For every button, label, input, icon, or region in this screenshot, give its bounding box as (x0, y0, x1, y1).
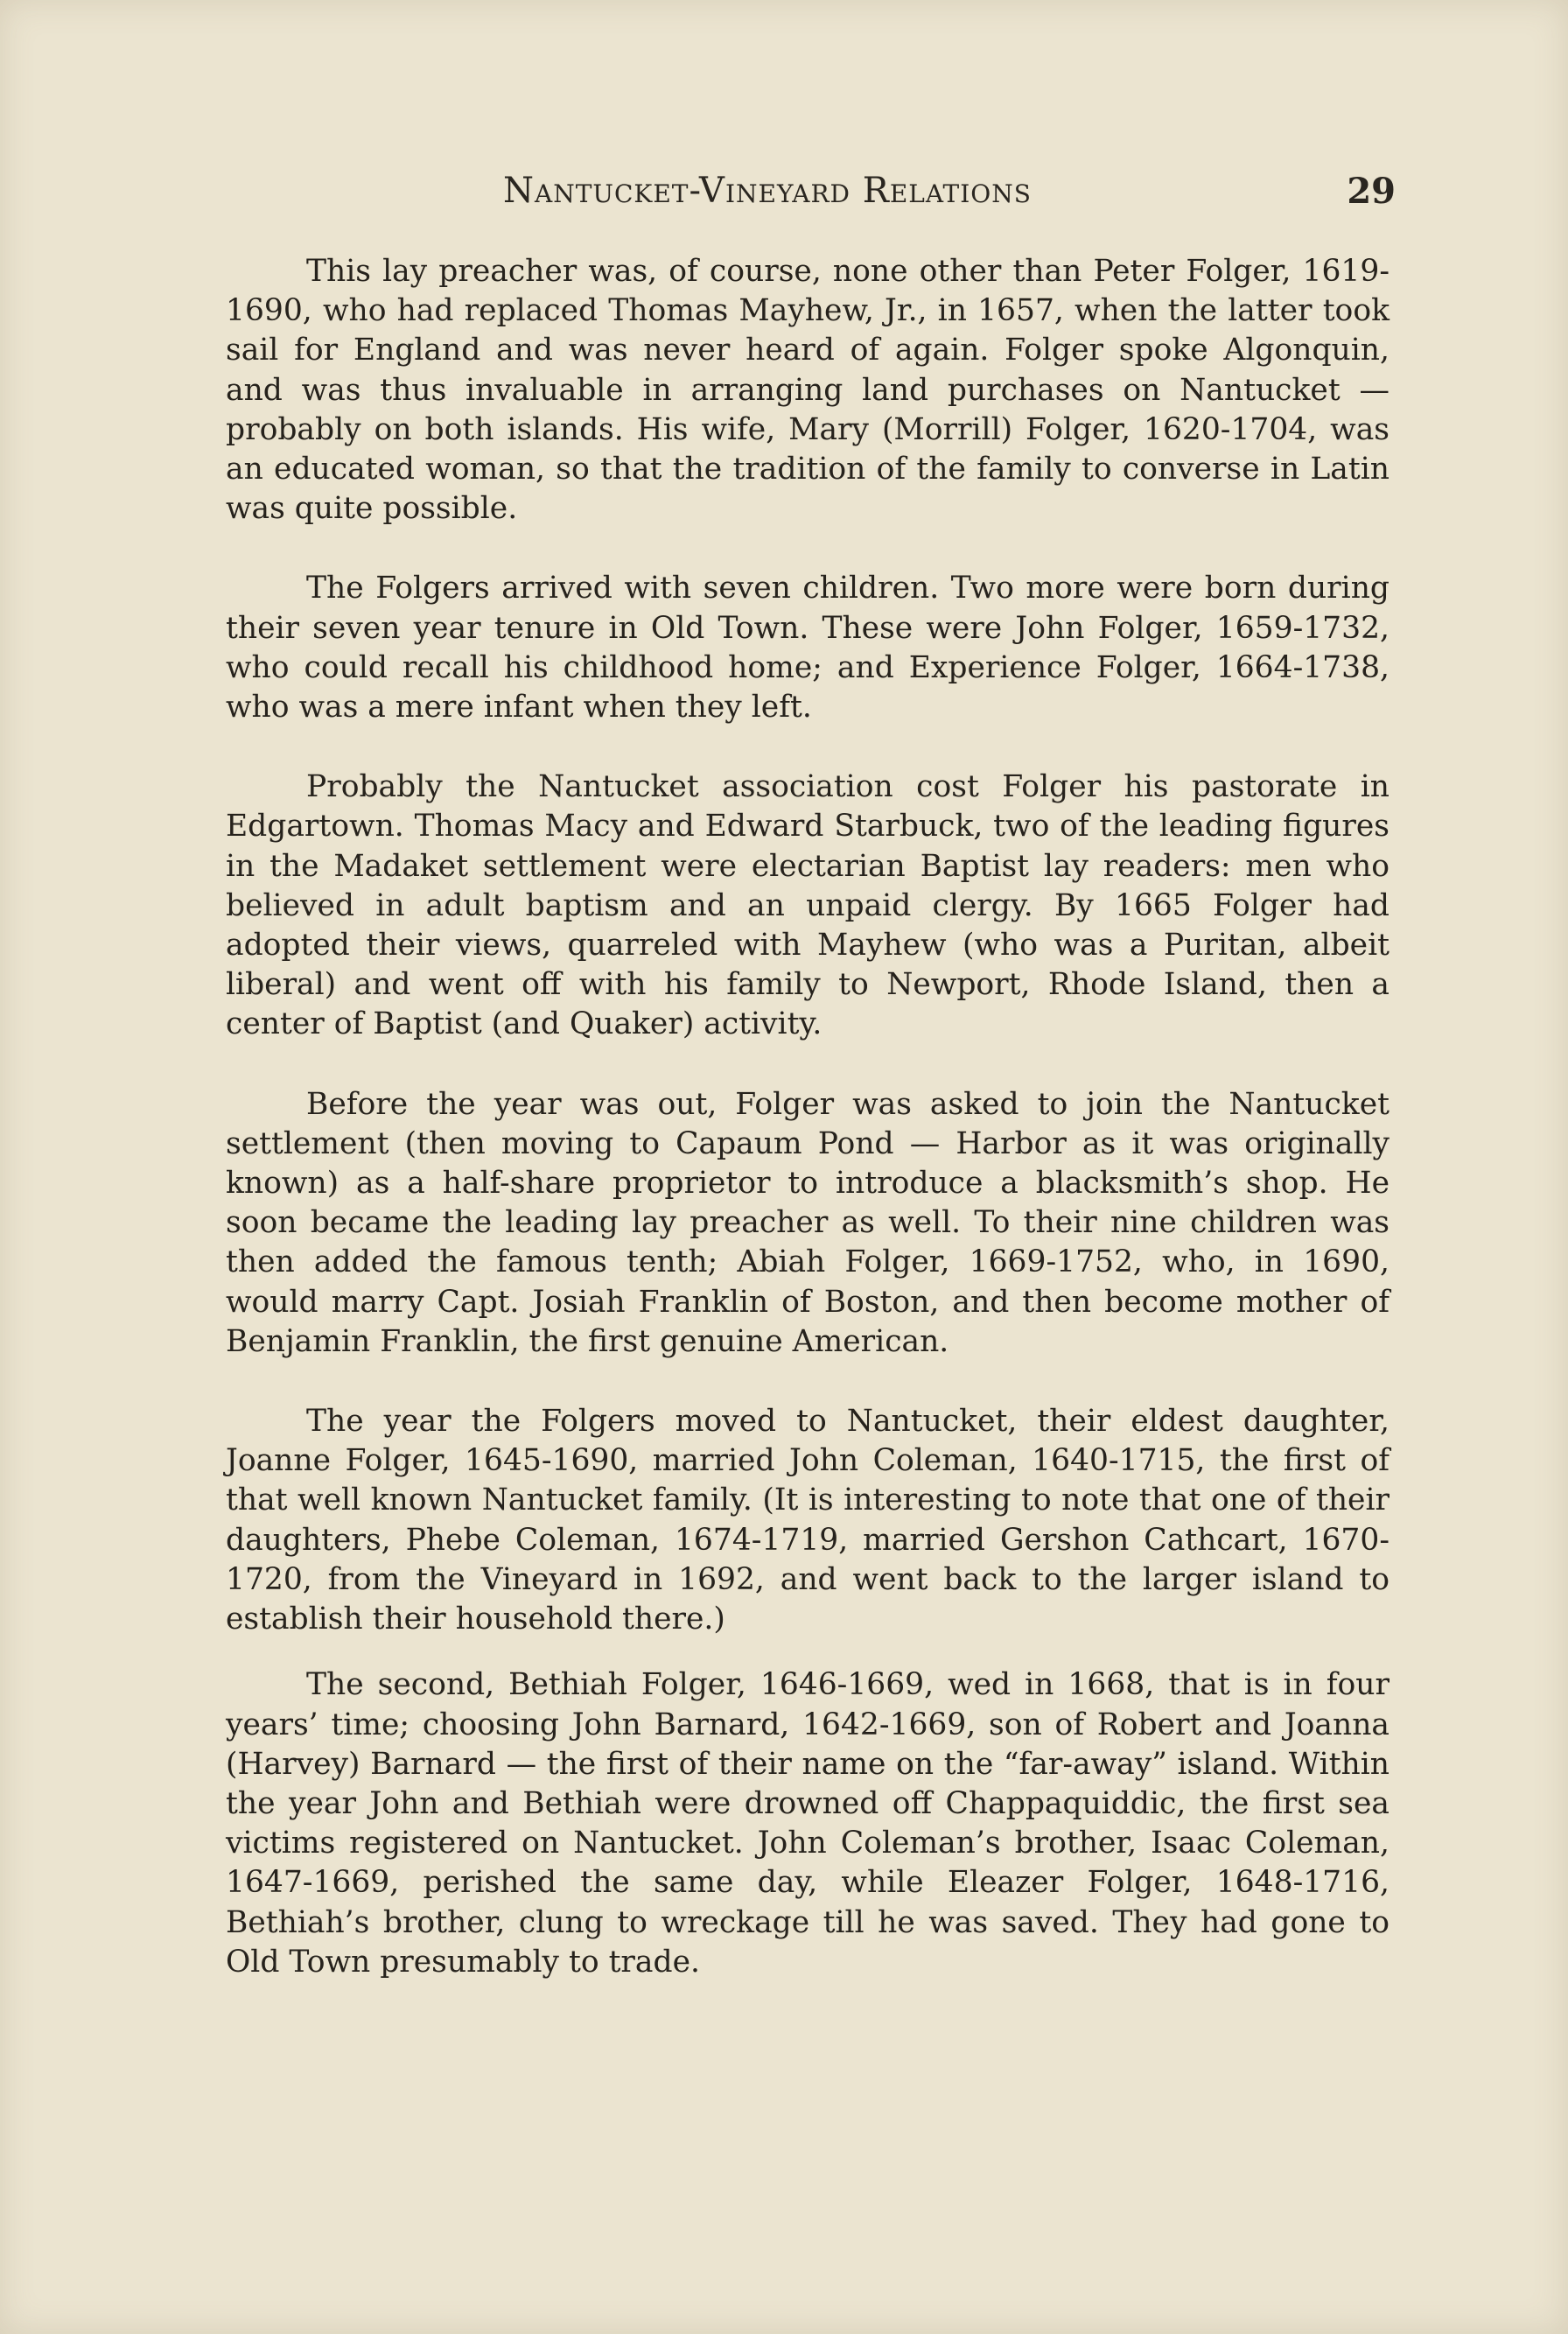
paragraph: Before the year was out, Folger was asked to join the Nantucket settlement (then moving to Capaum Pond — Harbor as it was originally known) as a half-share proprietor to introduce a blacksmith’s shop. He soon became the leading lay preacher as well. To their nine children was then added the famous tenth; Abiah Folger, 1669-1752, who, in 1690, would marry Capt. Josiah Franklin of Boston, and then become mother of Benjamin Franklin, the first genuine American. (226, 1086, 1390, 1359)
paragraph: The Folgers arrived with seven children. Two more were born during their seven year tenure in Old Town. These were John Folger, 1659-1732, who could recall his childhood home; and Experience Folger, 1664-1738, who was a mere infant when they left. (226, 571, 1390, 725)
running-title: Nantucket-Vineyard Relations (503, 171, 1032, 211)
paragraph: This lay preacher was, of course, none other than Peter Folger, 1619-1690, who had replaced Thomas Mayhew, Jr., in 1657, when the latter took sail for England and was never heard of again. Folger spoke Algonquin, and was thus invaluable in arranging land purchases on Nantucket — probably on both islands. His wife, Mary (Morrill) Folger, 1620-1704, was an educated woman, so that the tradition of the family to converse in Latin was quite possible. (226, 254, 1390, 527)
paragraph: The year the Folgers moved to Nantucket, their eldest daughter, Joanne Folger, 1645-1690, married John Coleman, 1640-1715, the first of that well known Nantucket family. (It is interesting to note that one of their daughters, Phebe Coleman, 1674-1719, married Gershon Cathcart, 1670-1720, from the Vineyard in 1692, and went back to the larger island to establish their household there.) (226, 1404, 1390, 1637)
page-number: 29 (1347, 171, 1396, 212)
page-header (503, 171, 1396, 223)
paragraph: Probably the Nantucket association cost Folger his pastorate in Edgartown. Thomas Macy and Edward Starbuck, two of the leading figures in the Madaket settlement were electarian Baptist lay readers: men who believed in adult baptism and an unpaid clergy. By 1665 Folger had adopted their views, quarreled with Mayhew (who was a Puritan, albeit liberal) and went off with his family to Newport, Rhode Island, then a center of Baptist (and Quaker) activity. (226, 769, 1390, 1042)
body-text (226, 252, 1390, 1982)
paragraph: The second, Bethiah Folger, 1646-1669, wed in 1668, that is in four years’ time; choosing John Barnard, 1642-1669, son of Robert and Joanna (Harvey) Barnard — the first of their name on the “far-away” island. Within the year John and Bethiah were drowned off Chappaquiddic, the first sea victims registered on Nantucket. John Coleman’s brother, Isaac Coleman, 1647-1669, perished the same day, while Eleazer Folger, 1648-1716, Bethiah’s brother, clung to wreckage till he was saved. They had gone to Old Town presumably to trade. (226, 1667, 1390, 1980)
